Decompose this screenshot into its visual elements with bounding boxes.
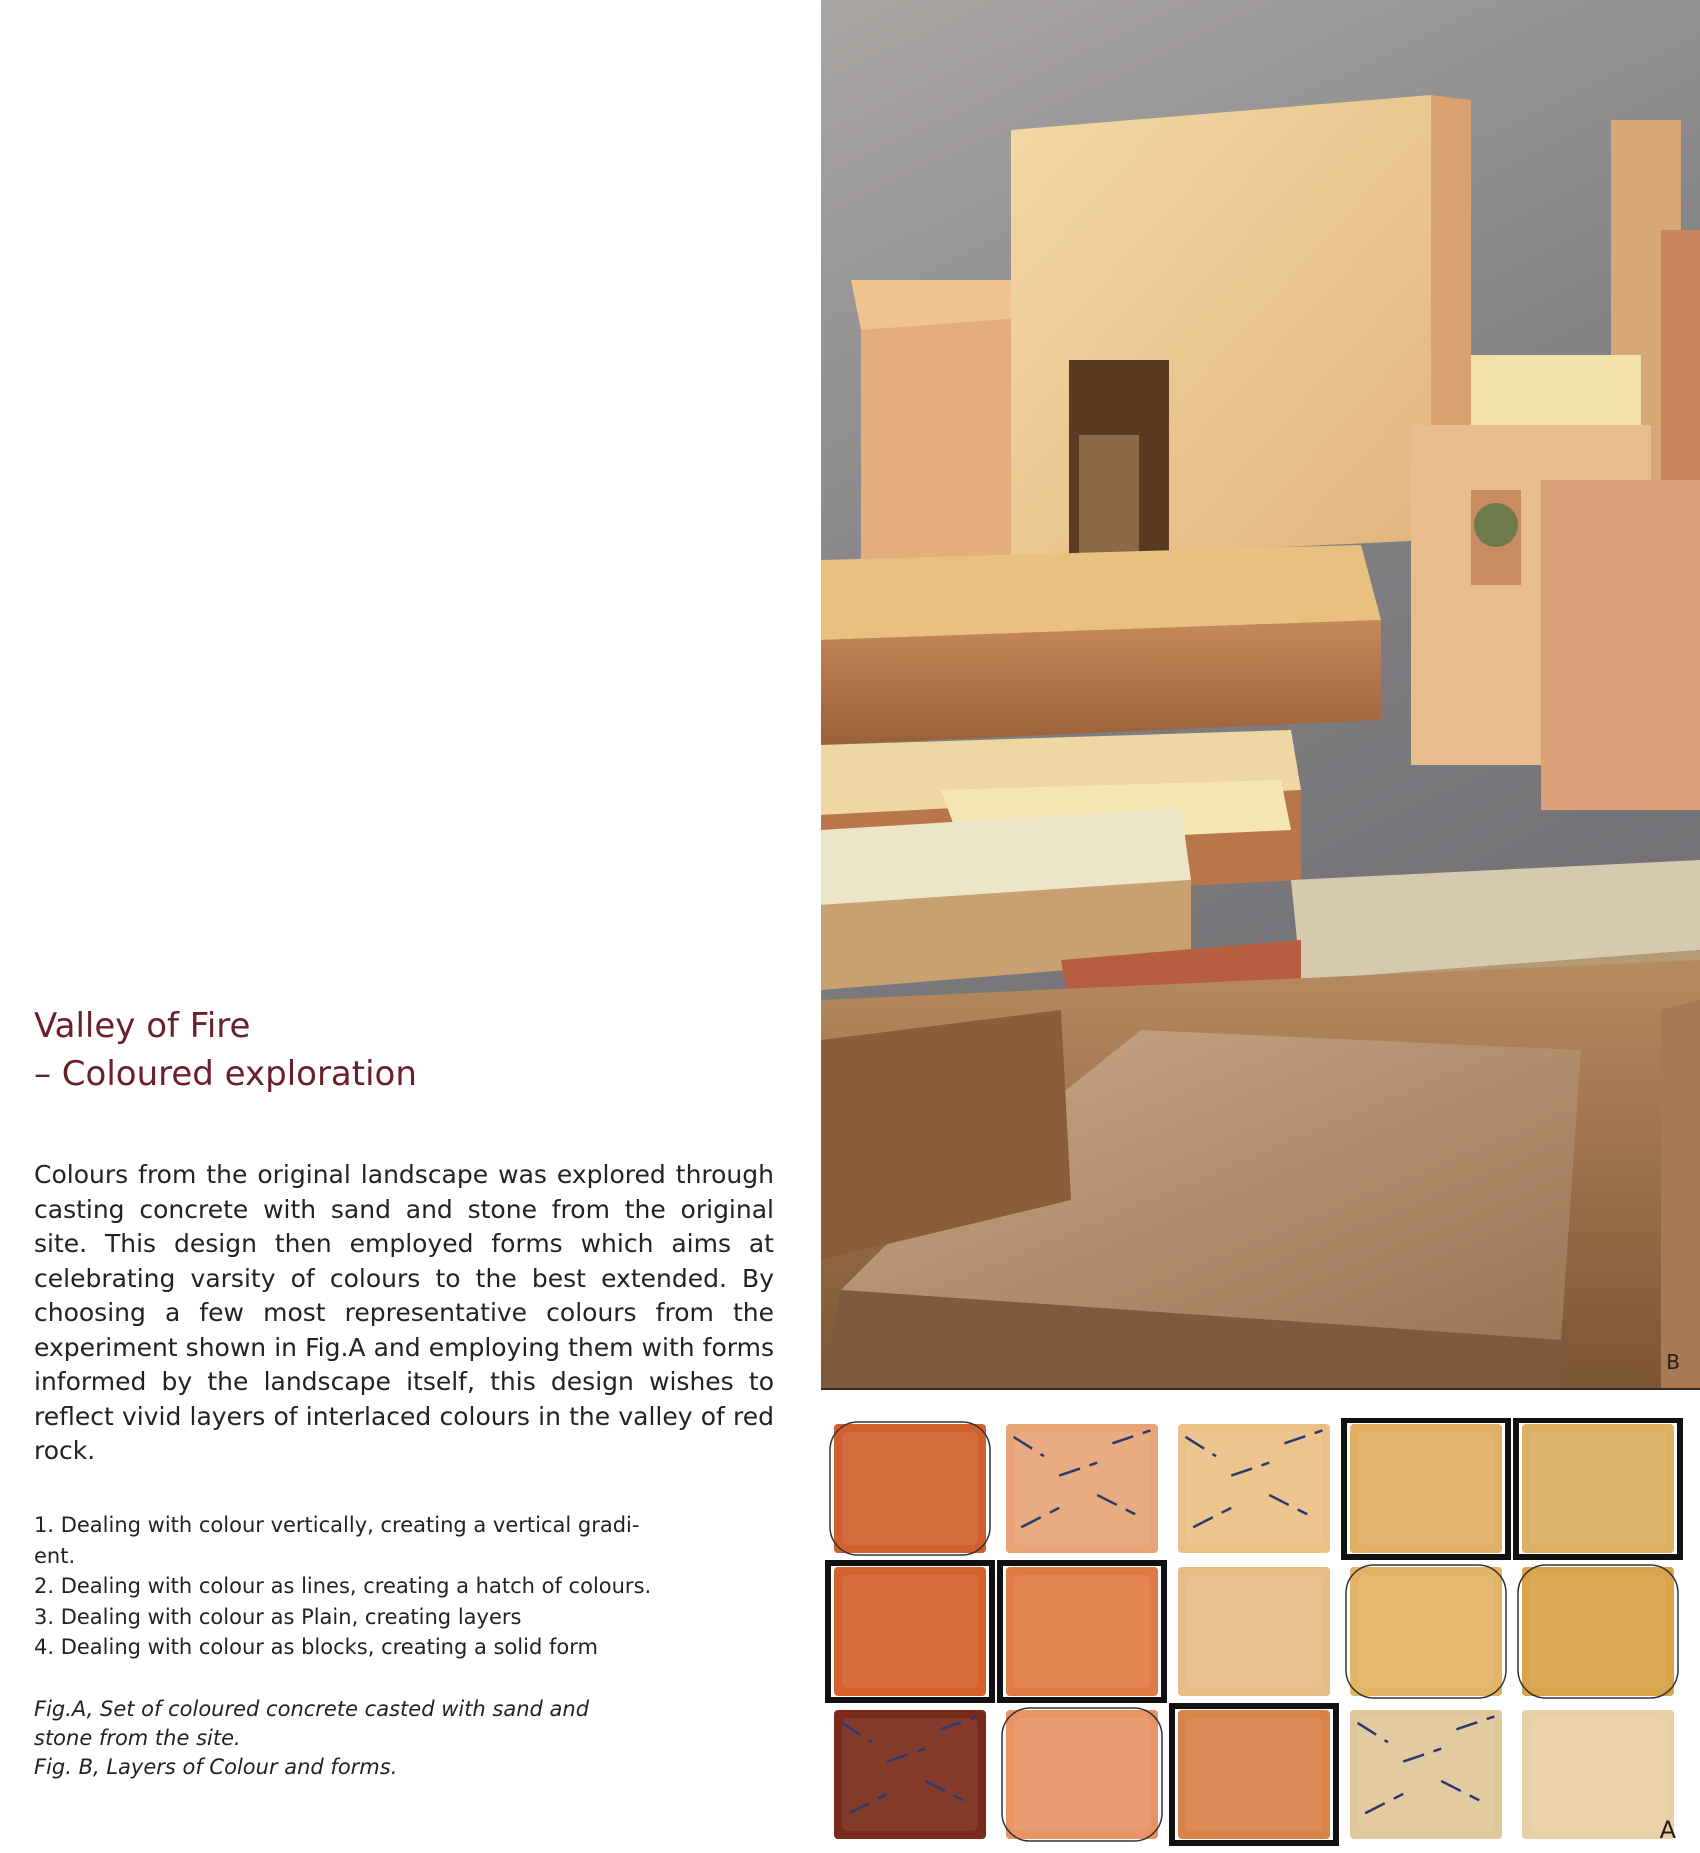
list-item: ent. <box>34 1543 76 1568</box>
swatch-tile-sheen <box>1358 1718 1494 1831</box>
swatch-tile-sheen <box>1530 1575 1666 1688</box>
swatch-tile-sheen <box>1186 1718 1322 1831</box>
swatch-tile-sheen <box>1358 1432 1494 1545</box>
swatch-tile-sheen <box>1014 1575 1150 1688</box>
list-item: 3. Dealing with colour as Plain, creating layers <box>34 1604 522 1629</box>
swatch-tile-sheen <box>1186 1432 1322 1545</box>
swatch-tile-sheen <box>842 1432 978 1545</box>
caption-line: stone from the site. <box>34 1726 241 1750</box>
title-line-2: – Coloured exploration <box>34 1054 417 1094</box>
swatch-grid <box>824 1418 1686 1848</box>
steps-list <box>34 1510 774 1663</box>
figure-a-label: A <box>1659 1816 1676 1844</box>
swatch-tile-sheen <box>1530 1432 1666 1545</box>
right-block <box>1541 480 1700 810</box>
swatch-tile-sheen <box>1530 1718 1666 1831</box>
list-item: 1. Dealing with colour vertically, creating a vertical gradi- <box>34 1513 640 1537</box>
list-item: 4. Dealing with colour as blocks, creating a solid form <box>34 1635 598 1659</box>
swatch-tile-sheen <box>842 1575 978 1688</box>
swatch-tile-sheen <box>1014 1718 1150 1831</box>
caption-line: Fig.A, Set of coloured concrete casted with sand and <box>34 1697 590 1721</box>
description-paragraph: Colours from the original landscape was explored through casting concrete with sand and stone from the original site. This design then employed forms which aims at celebrating varsity of colours to the best extended. By choosing a few most representative colours from the experiment shown in Fig.A and employing them with forms informed by the landscape itself, this design wishes to reflect vivid layers of interlaced colours in the valley of red rock. <box>34 1160 774 1465</box>
swatch-tile-sheen <box>842 1718 978 1831</box>
figure-b-label: B <box>1666 1350 1680 1374</box>
cactus-ball <box>1474 503 1518 547</box>
swatch-tile-sheen <box>1014 1432 1150 1545</box>
list-item: 2. Dealing with colour as lines, creating a hatch of colours. <box>34 1574 652 1598</box>
swatch-tile-sheen <box>1358 1575 1494 1688</box>
figure-b-render <box>821 0 1700 1390</box>
swatch-tile-sheen <box>1186 1575 1322 1688</box>
page-title <box>34 1002 417 1098</box>
figure-a-swatches <box>824 1418 1686 1848</box>
render-illustration <box>821 0 1700 1388</box>
right-foreground-wall <box>1661 1000 1700 1388</box>
caption-line: Fig. B, Layers of Colour and forms. <box>34 1755 398 1779</box>
title-line-1: Valley of Fire <box>34 1006 251 1046</box>
figure-captions <box>34 1695 734 1782</box>
